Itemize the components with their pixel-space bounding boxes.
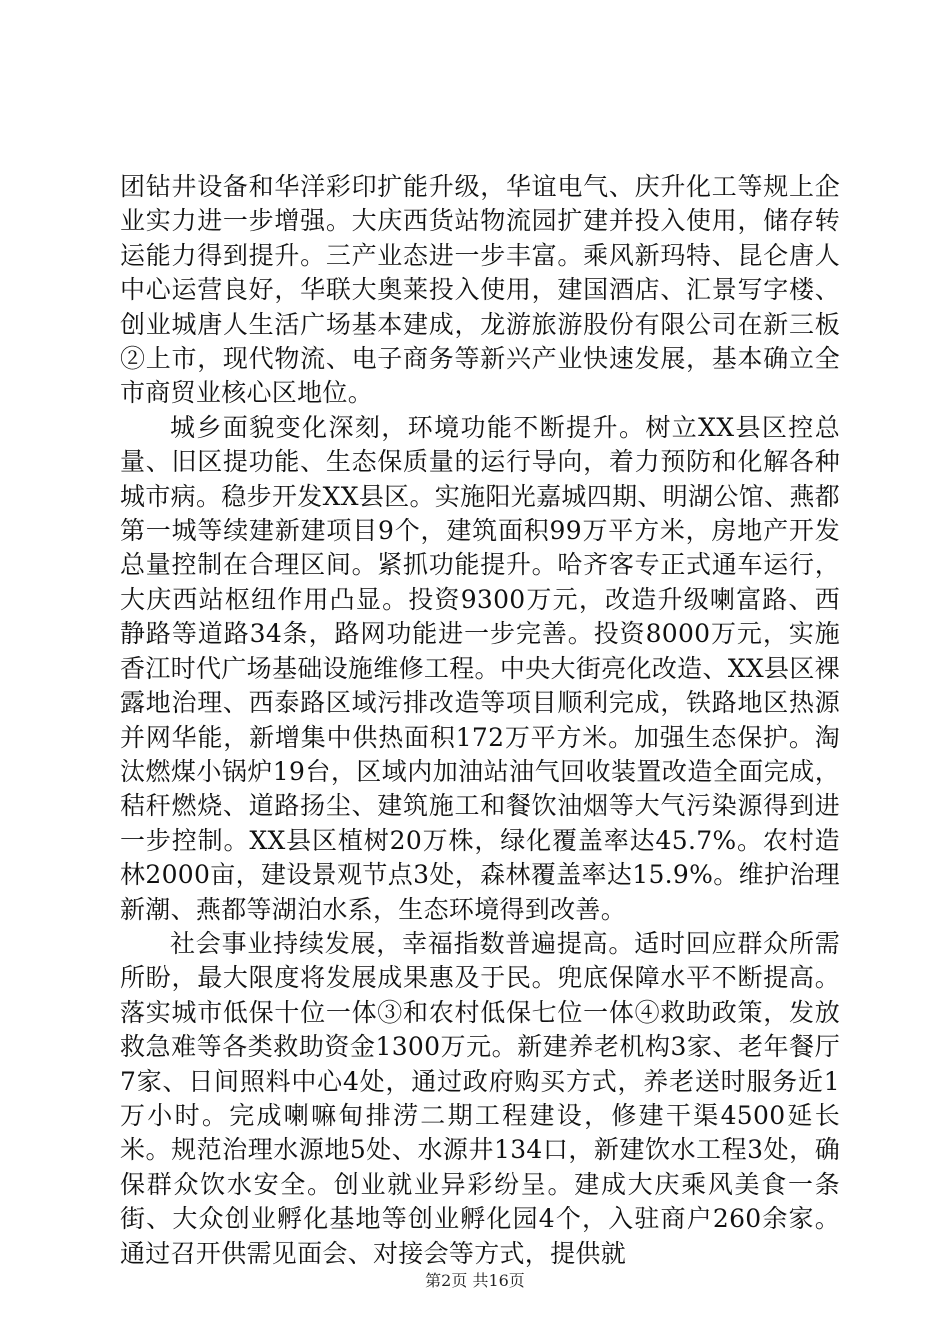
document-body bbox=[120, 170, 840, 1271]
page-footer: 第2页 共16页 bbox=[425, 1271, 525, 1290]
paragraph-3: 社会事业持续发展，幸福指数普遍提高。适时回应群众所需所盼，最大限度将发展成果惠及于民。兜底保障水平不断提高。落实城市低保十位一体③和农村低保七位一体④救助政策，发放救急难等各类救助资金1300万元。新建养老机构3家、老年餐厅7家、日间照料中心4处，通过政府购买方式，养老送时服务近1万小时。完成喇嘛甸排涝二期工程建设，修建干渠4500延长米。规范治理水源地5处、水源井134口，新建饮水工程3处，确保群众饮水安全。创业就业异彩纷呈。建成大庆乘风美食一条街、大众创业孵化基地等创业孵化园4个，入驻商户260余家。通过召开供需见面会、对接会等方式，提供就 bbox=[120, 928, 840, 1268]
paragraph-1: 团钻井设备和华洋彩印扩能升级，华谊电气、庆升化工等规上企业实力进一步增强。大庆西货站物流园扩建并投入使用，储存转运能力得到提升。三产业态进一步丰富。乘风新玛特、昆仑唐人中心运营良好，华联大奥莱投入使用，建国酒店、汇景写字楼、创业城唐人生活广场基本建成，龙游旅游股份有限公司在新三板②上市，现代物流、电子商务等新兴产业快速发展，基本确立全市商贸业核心区地位。 bbox=[120, 172, 840, 408]
paragraph-2: 城乡面貌变化深刻，环境功能不断提升。树立XX县区控总量、旧区提功能、生态保质量的运行导向，着力预防和化解各种城市病。稳步开发XX县区。实施阳光嘉城四期、明湖公馆、燕都第一城等续建新建项目9个，建筑面积99万平方米，房地产开发总量控制在合理区间。紧抓功能提升。哈齐客专正式通车运行，大庆西站枢纽作用凸显。投资9300万元，改造升级喇富路、西静路等道路34条，路网功能进一步完善。投资8000万元，实施香江时代广场基础设施维修工程。中央大街亮化改造、XX县区裸露地治理、西泰路区域污排改造等项目顺利完成，铁路地区热源并网华能，新增集中供热面积172万平方米。加强生态保护。淘汰燃煤小锅炉19台，区域内加油站油气回收装置改造全面完成，秸秆燃烧、道路扬尘、建筑施工和餐饮油烟等大气污染源得到进一步控制。XX县区植树20万株，绿化覆盖率达45.7%。农村造林2000亩，建设景观节点3处，森林覆盖率达15.9%。维护治理新潮、燕都等湖泊水系，生态环境得到改善。 bbox=[120, 412, 840, 924]
